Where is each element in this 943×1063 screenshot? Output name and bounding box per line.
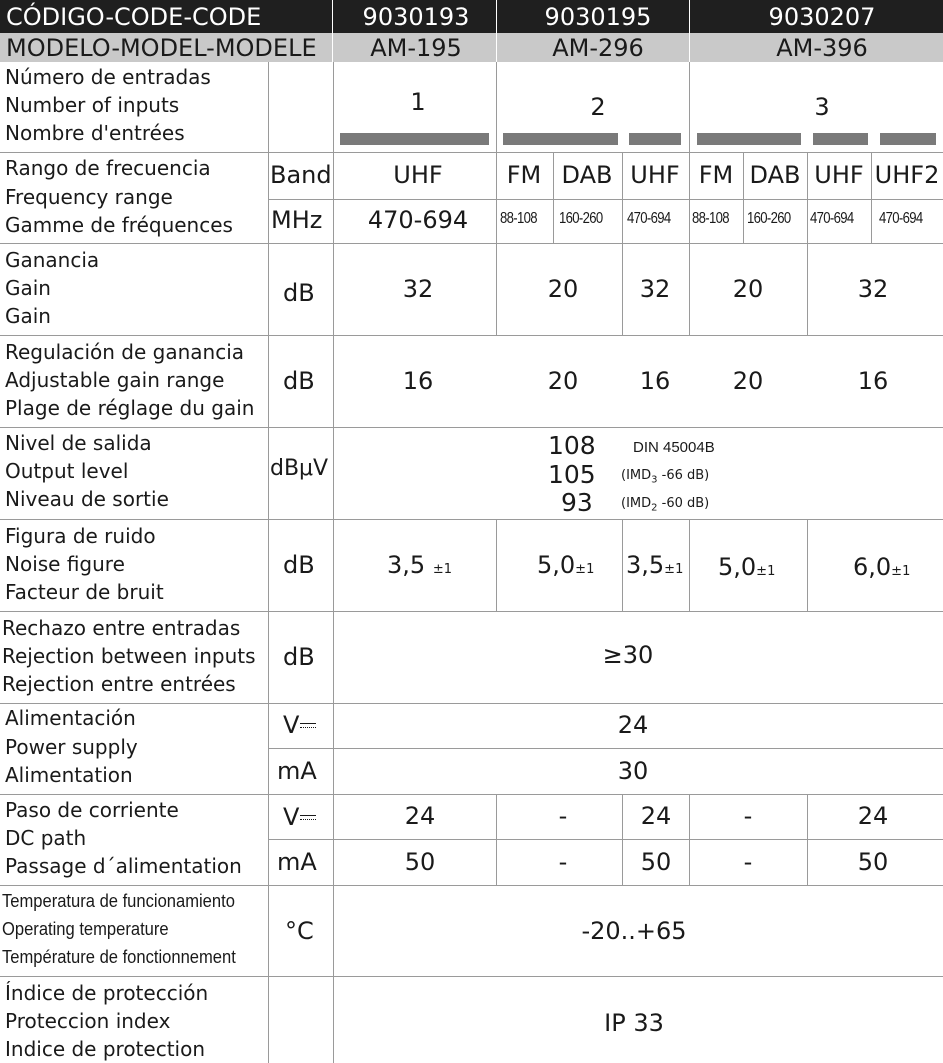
inputs-label-es: Número de entradas [5, 65, 211, 89]
dcpath-v-am296-fmdab: - [558, 802, 568, 830]
range-am396-dab: 160-260 [747, 210, 791, 227]
temp-unit: °C [285, 917, 314, 945]
output-value-93: 93 [561, 488, 593, 517]
gainadj-unit: dB [283, 367, 315, 395]
band-am396-uhf2: UHF2 [874, 161, 940, 189]
band-am195-uhf: UHF [393, 161, 443, 189]
gainadj-label-fr: Plage de réglage du gain [5, 396, 255, 420]
band-unit: Band [270, 161, 332, 189]
band-am396-uhf: UHF [814, 161, 864, 189]
code-9030193: 9030193 [362, 3, 470, 31]
col-separator [689, 519, 690, 611]
row-separator [0, 335, 943, 336]
col-separator [622, 794, 623, 885]
input-bar [880, 133, 936, 145]
col-separator [496, 519, 497, 611]
dc-symbol-icon [300, 721, 316, 731]
col-separator [743, 152, 744, 243]
gain-label-fr: Gain [5, 304, 51, 328]
code-9030195: 9030195 [544, 3, 652, 31]
dcpath-v-am396-fmdab: - [743, 802, 753, 830]
dcpath-ma-am195: 50 [404, 848, 436, 876]
gain-am296-uhf: 32 [639, 275, 671, 303]
input-bar [697, 133, 801, 145]
protection-value: IP 33 [604, 1009, 664, 1037]
band-am396-fm: FM [698, 161, 734, 189]
output-value-108: 108 [548, 431, 596, 460]
rejection-value: ≥30 [602, 641, 654, 669]
col-separator [871, 152, 872, 243]
dcpath-ma-am396-uhf: 50 [857, 848, 889, 876]
dcpath-label-fr: Passage d´alimentation [5, 854, 242, 878]
noise-label-fr: Facteur de bruit [5, 580, 164, 604]
dcpath-ma-am296-uhf: 50 [640, 848, 672, 876]
noise-label-es: Figura de ruido [5, 524, 156, 548]
row-separator [0, 976, 943, 977]
protection-label-es: Índice de protección [5, 981, 209, 1005]
band-am296-uhf: UHF [630, 161, 680, 189]
gain-am296-fmdab: 20 [547, 275, 579, 303]
gainadj-am396-uhf: 16 [857, 367, 889, 395]
row-separator [0, 427, 943, 428]
output-note-imd2: ($IMD_2$ -60 dB) [621, 496, 710, 514]
dcpath-v-am296-uhf: 24 [640, 802, 672, 830]
range-am296-dab: 160-260 [559, 210, 603, 227]
code-label: CÓDIGO-CODE-CODE [6, 3, 262, 31]
noise-am396-uhf: 6,0±1 [853, 553, 911, 581]
inputs-value-am296: 2 [590, 93, 606, 121]
power-unit-v: V [283, 713, 316, 737]
row-separator [0, 243, 943, 244]
dcpath-v-am195: 24 [404, 802, 436, 830]
col-separator [622, 152, 623, 335]
row-separator [268, 199, 943, 200]
input-bar [340, 133, 489, 145]
inputs-label-fr: Nombre d'entrées [5, 121, 185, 145]
output-note-din: DIN 45004B [633, 439, 715, 456]
col-separator [689, 794, 690, 885]
model-am-195: AM-195 [370, 34, 462, 62]
protection-label-fr: Indice de protection [5, 1037, 206, 1061]
dcpath-label-en: DC path [5, 826, 87, 850]
temp-label-es: Temperatura de funcionamiento [2, 891, 235, 911]
noise-label-en: Noise figure [5, 552, 125, 576]
noise-unit: dB [283, 551, 315, 579]
output-label-fr: Niveau de sortie [5, 487, 169, 511]
input-bar [503, 133, 618, 145]
output-unit: dBμV [270, 456, 329, 481]
gainadj-label-es: Regulación de ganancia [5, 340, 245, 364]
dcpath-v-am396-uhf: 24 [857, 802, 889, 830]
col-separator [807, 519, 808, 611]
noise-am296-uhf: 3,5±1 [626, 551, 684, 579]
power-current: 30 [617, 757, 649, 785]
power-label-fr: Alimentation [5, 763, 133, 787]
inputs-value-am195: 1 [410, 88, 426, 116]
header-divider [689, 0, 690, 62]
input-bar [813, 133, 868, 145]
gain-am396-uhf: 32 [857, 275, 889, 303]
rejection-label-es: Rechazo entre entradas [2, 616, 241, 640]
output-label-en: Output level [5, 459, 129, 483]
row-separator [0, 152, 943, 153]
output-label-es: Nivel de salida [5, 431, 152, 455]
dcpath-unit-ma: mA [277, 848, 317, 876]
gain-am195: 32 [402, 275, 434, 303]
range-am396-fm: 88-108 [692, 210, 729, 227]
row-separator [268, 748, 943, 749]
output-note-imd3: ($IMD_3$ -66 dB) [621, 468, 710, 486]
dcpath-unit-v: V [283, 805, 316, 829]
range-am296-fm: 88-108 [500, 210, 537, 227]
rejection-label-fr: Rejection entre entrées [2, 672, 236, 696]
protection-label-en: Proteccion index [5, 1009, 171, 1033]
dcpath-ma-am396-fmdab: - [743, 848, 753, 876]
col-separator [807, 152, 808, 335]
row-separator [0, 611, 943, 612]
header-divider [332, 0, 333, 62]
col-separator [496, 62, 497, 335]
temp-label-fr: Température de fonctionnement [2, 947, 236, 967]
noise-am296-fmdab: 5,0±1 [537, 551, 595, 579]
noise-am195: 3,5 ±1 [387, 551, 452, 579]
row-separator [0, 519, 943, 520]
gainadj-label-en: Adjustable gain range [5, 368, 225, 392]
band-am296-dab: DAB [561, 161, 613, 189]
output-value-105: 105 [548, 460, 596, 489]
input-bar [629, 133, 681, 145]
col-separator [268, 62, 269, 1063]
dc-symbol-icon [300, 813, 316, 823]
col-separator [496, 794, 497, 885]
row-separator [268, 839, 943, 840]
inputs-value-am396: 3 [814, 93, 830, 121]
band-am396-dab: DAB [749, 161, 801, 189]
temp-value: -20..+65 [581, 917, 687, 945]
noise-am396-fmdab: 5,0±1 [718, 553, 776, 581]
model-am-396: AM-396 [776, 34, 868, 62]
freq-label-fr: Gamme de fréquences [5, 213, 233, 237]
freq-label-es: Rango de frecuencia [5, 156, 211, 180]
temp-label-en: Operating temperature [2, 919, 169, 939]
dcpath-label-es: Paso de corriente [5, 798, 179, 822]
range-am195-uhf: 470-694 [367, 206, 469, 234]
band-am296-fm: FM [506, 161, 542, 189]
gainadj-am195: 16 [402, 367, 434, 395]
col-separator [553, 152, 554, 243]
row-separator [0, 794, 943, 795]
col-separator [807, 794, 808, 885]
inputs-label-en: Number of inputs [5, 93, 180, 117]
code-9030207: 9030207 [768, 3, 876, 31]
col-separator [622, 519, 623, 611]
range-am296-uhf: 470-694 [627, 210, 671, 227]
mhz-unit: MHz [271, 206, 323, 234]
row-separator [0, 703, 943, 704]
col-separator [333, 62, 334, 1063]
range-am396-uhf: 470-694 [810, 210, 854, 227]
power-unit-ma: mA [277, 757, 317, 785]
gainadj-am396-fmdab: 20 [732, 367, 764, 395]
power-label-es: Alimentación [5, 706, 136, 730]
rejection-label-en: Rejection between inputs [2, 644, 256, 668]
gain-unit: dB [283, 279, 315, 307]
freq-label-en: Frequency range [5, 185, 173, 209]
model-label: MODELO-MODEL-MODELE [6, 34, 317, 62]
dcpath-ma-am296-fmdab: - [558, 848, 568, 876]
col-separator [689, 62, 690, 335]
gainadj-am296-uhf: 16 [639, 367, 671, 395]
power-voltage: 24 [617, 711, 649, 739]
range-am396-uhf2: 470-694 [879, 210, 923, 227]
gain-label-es: Ganancia [5, 248, 100, 272]
row-separator [0, 885, 943, 886]
gain-label-en: Gain [5, 276, 51, 300]
model-am-296: AM-296 [552, 34, 644, 62]
gainadj-am296-fmdab: 20 [547, 367, 579, 395]
rejection-unit: dB [283, 643, 315, 671]
header-divider [496, 0, 497, 62]
gain-am396-fmdab: 20 [732, 275, 764, 303]
power-label-en: Power supply [5, 735, 138, 759]
